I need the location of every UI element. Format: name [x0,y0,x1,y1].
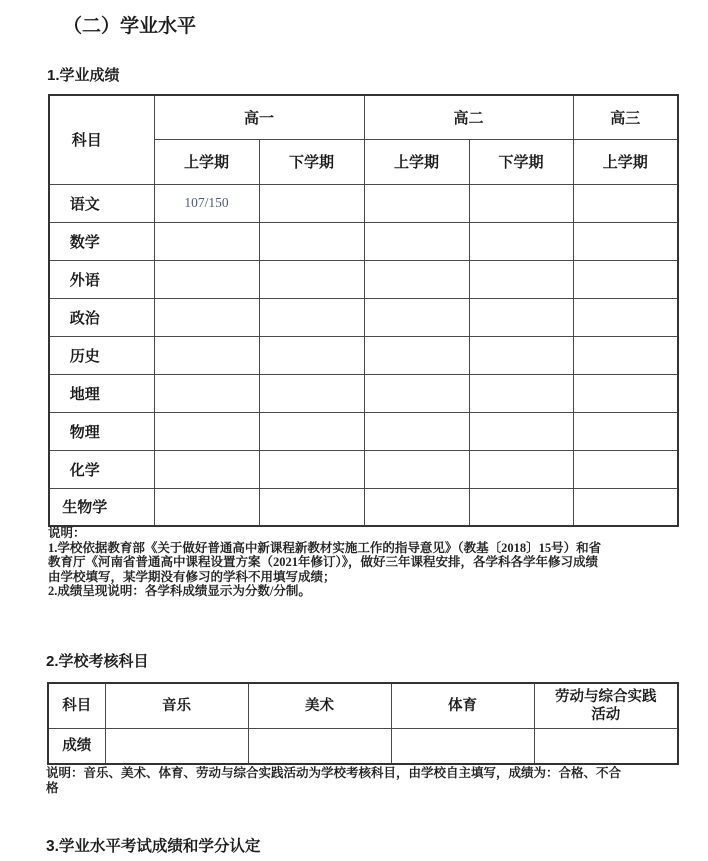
section-heading-school-assessment: 2.学校考核科目 [46,653,149,670]
score-cell [573,412,678,450]
grade1-header: 高一 [154,95,364,139]
score-row-label: 成绩 [48,728,105,764]
score-cell [573,336,678,374]
score-cell [259,336,364,374]
score-cell [469,298,573,336]
academic-scores-notes [48,526,682,599]
score-cell [364,450,469,488]
academic-scores-table [48,94,679,527]
note-line: 由学校填写，某学期没有修习的学科不用填写成绩； [48,569,336,584]
score-cell [534,728,678,764]
score-cell [154,374,259,412]
score-cell [154,450,259,488]
subject-column-header: 科目 [48,683,105,728]
section-heading-exam-credit: 3.学业水平考试成绩和学分认定 [46,838,261,855]
score-cell [364,222,469,260]
subject-cell: 物理 [49,412,154,450]
score-cell [573,184,678,222]
score-cell [248,728,391,764]
score-cell [364,298,469,336]
subject-cell: 地理 [49,374,154,412]
school-assessment-table [47,682,679,765]
art-header: 美术 [248,683,391,728]
table-row [49,184,678,222]
subject-cell: 生物学 [49,488,154,526]
score-cell [469,488,573,526]
table-row [49,450,678,488]
labor-practice-header-line2: 活动 [591,706,621,723]
score-cell [364,260,469,298]
score-cell [364,336,469,374]
score-cell [573,260,678,298]
score-cell [154,412,259,450]
score-cell [154,260,259,298]
table-row [48,683,678,728]
score-cell [573,374,678,412]
score-cell [469,260,573,298]
note-line: 2.成绩呈现说明：各学科成绩显示为分数/分制。 [48,584,311,599]
note-line: 说明：音乐、美术、体育、劳动与综合实践活动为学校考核科目，由学校自主填写，成绩为：合格、不合 [46,766,622,780]
table-row [49,298,678,336]
score-cell [259,222,364,260]
score-cell [259,374,364,412]
music-header: 音乐 [105,683,248,728]
grade2-header: 高二 [364,95,573,139]
score-cell [259,412,364,450]
subject-column-header: 科目 [49,95,154,184]
table-row [49,260,678,298]
grade3-header: 高三 [573,95,678,139]
score-cell [154,488,259,526]
score-cell [469,374,573,412]
score-cell [259,450,364,488]
score-cell [573,222,678,260]
table-row [49,412,678,450]
score-cell [573,488,678,526]
score-cell [469,184,573,222]
score-cell [105,728,248,764]
table-row [49,374,678,412]
subject-cell: 化学 [49,450,154,488]
score-cell [573,298,678,336]
note-line: 说明： [48,526,86,540]
score-cell [391,728,534,764]
score-cell [259,488,364,526]
section-heading-academic-scores: 1.学业成绩 [47,67,120,84]
score-cell [259,298,364,336]
score-cell [154,336,259,374]
subject-cell: 政治 [49,298,154,336]
page-title: （二）学业水平 [63,16,197,37]
semester-header: 下学期 [469,139,573,184]
score-cell [154,222,259,260]
score-cell: 107/150 [154,184,259,222]
score-cell [154,298,259,336]
school-assessment-note [46,766,686,796]
semester-header: 上学期 [154,139,259,184]
table-row [48,728,678,764]
labor-practice-header [534,683,678,728]
note-line: 格 [46,780,59,795]
score-cell [469,336,573,374]
score-cell [364,184,469,222]
score-cell [364,488,469,526]
subject-cell: 语文 [49,184,154,222]
subject-cell: 数学 [49,222,154,260]
pe-header: 体育 [391,683,534,728]
score-cell [469,412,573,450]
score-cell [469,450,573,488]
note-line: 1.学校依据教育部《关于做好普通高中新课程新教材实施工作的指导意见》（教基〔2018〕15号）和省 [48,540,602,555]
labor-practice-header-line1: 劳动与综合实践 [555,688,657,705]
semester-header: 下学期 [259,139,364,184]
table-row [49,336,678,374]
table-row [49,488,678,526]
score-cell [259,184,364,222]
subject-cell: 外语 [49,260,154,298]
score-cell [364,374,469,412]
score-cell [573,450,678,488]
semester-header: 上学期 [573,139,678,184]
semester-header: 上学期 [364,139,469,184]
table-row [49,222,678,260]
score-cell [259,260,364,298]
note-line: 教育厅《河南省普通高中课程设置方案（2021年修订）》，做好三年课程安排，各学科各学年修习成绩 [48,555,599,570]
score-cell [469,222,573,260]
subject-cell: 历史 [49,336,154,374]
score-cell [364,412,469,450]
